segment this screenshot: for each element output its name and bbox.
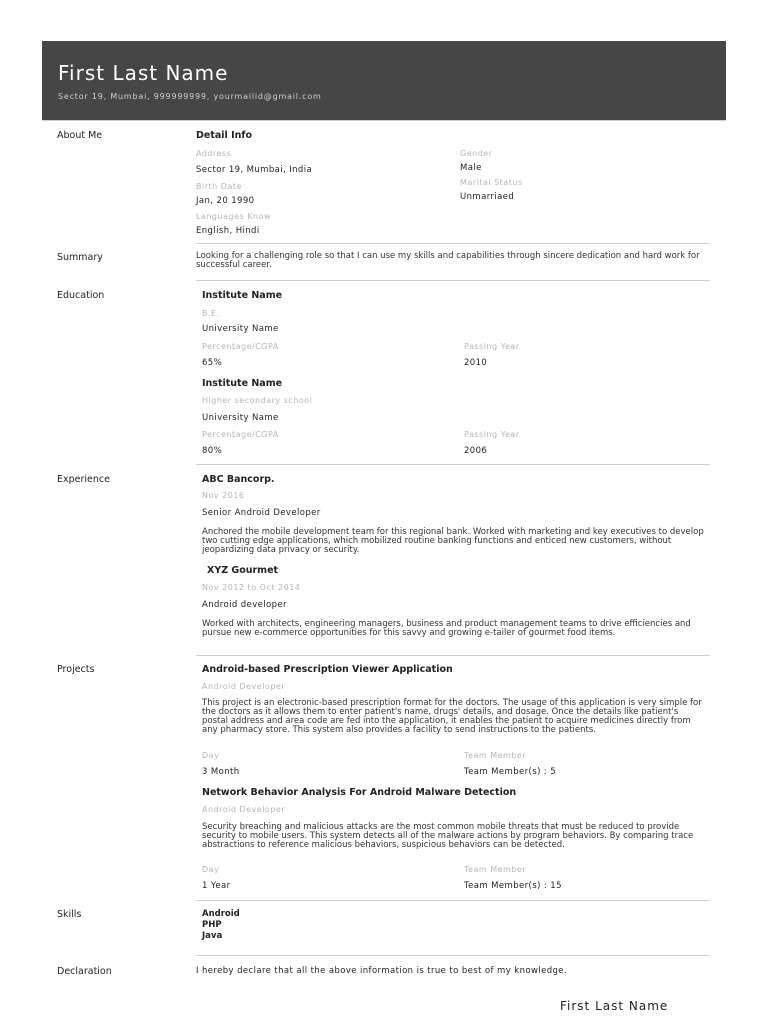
job-role: Android developer xyxy=(202,600,287,610)
marital-status-label: Marital Status xyxy=(460,178,523,187)
passing-year-label: Passing Year xyxy=(464,430,520,439)
percentage-label: Percentage/CGPA xyxy=(202,430,279,439)
skill-item: PHP xyxy=(202,920,222,930)
section-title-about: About Me xyxy=(57,130,103,141)
company-name: ABC Bancorp. xyxy=(202,474,275,485)
skill-item: Java xyxy=(202,931,223,941)
section-title-skills: Skills xyxy=(57,909,82,920)
section-title-projects: Projects xyxy=(57,664,95,675)
day-value: 1 Year xyxy=(202,881,231,891)
project-title: Network Behavior Analysis For Android Malware Detection xyxy=(202,787,517,798)
candidate-name: First Last Name xyxy=(58,61,229,85)
project-description: This project is an electronic-based prescription format for the doctors. The usage of this application is very simple for the doctors as it allows them to enter patient's name, drugs' details, and dosage. Once the details like patient's postal address and area code are fed into the application, it enables the patient to acquire medicines directly from any pharmacy store. This system also provides a facility to send instructions to the patients. xyxy=(202,698,702,735)
passing-year-value: 2010 xyxy=(464,358,488,368)
percentage-label: Percentage/CGPA xyxy=(202,342,279,351)
address-label: Address xyxy=(196,149,232,158)
team-member-value: Team Member(s) : 5 xyxy=(464,767,557,777)
job-dates: Nov 2016 xyxy=(202,491,245,500)
day-label: Day xyxy=(202,751,220,760)
passing-year-value: 2006 xyxy=(464,446,488,456)
job-description: Worked with architects, engineering managers, business and product management teams to drive efficiencies and pursue new e-commerce opportunities for this savvy and growing e-tailer of gourmet food items. xyxy=(202,619,691,638)
passing-year-label: Passing Year xyxy=(464,342,520,351)
team-member-label: Team Member xyxy=(464,865,527,874)
birth-date-value: Jan, 20 1990 xyxy=(196,196,255,206)
degree: B.E. xyxy=(202,309,220,318)
institute-name: Institute Name xyxy=(202,378,283,389)
company-name: XYZ Gourmet xyxy=(207,565,279,576)
skill-item: Android xyxy=(202,909,240,919)
job-description: Anchored the mobile development team for this regional bank. Worked with marketing and key executives to develop two cutting edge applications, which mobilized routine banking functions and enticed new customers, without jeopardizing data privacy or security. xyxy=(202,527,704,555)
skills-divider xyxy=(196,955,710,956)
university-name: University Name xyxy=(202,324,279,334)
summary-divider xyxy=(196,280,710,281)
projects-divider xyxy=(196,900,710,901)
address-value: Sector 19, Mumbai, India xyxy=(196,165,313,175)
project-role: Android Developer xyxy=(202,805,286,814)
section-title-declaration: Declaration xyxy=(57,966,112,977)
section-title-summary: Summary xyxy=(57,252,103,263)
job-role: Senior Android Developer xyxy=(202,508,321,518)
section-title-education: Education xyxy=(57,290,105,301)
project-title: Android-based Prescription Viewer Application xyxy=(202,664,453,675)
percentage-value: 65% xyxy=(202,358,223,368)
summary-text: Looking for a challenging role so that I can use my skills and capabilities through sincere dedication and hard work for successful career. xyxy=(196,251,700,270)
experience-divider xyxy=(196,655,710,656)
education-divider xyxy=(196,464,710,465)
birth-date-label: Birth Date xyxy=(196,182,242,191)
percentage-value: 80% xyxy=(202,446,223,456)
detail-info-heading: Detail Info xyxy=(196,130,253,141)
project-role: Android Developer xyxy=(202,682,286,691)
job-dates: Nov 2012 to Oct 2014 xyxy=(202,583,301,592)
day-label: Day xyxy=(202,865,220,874)
resume-header xyxy=(42,41,726,120)
team-member-label: Team Member xyxy=(464,751,527,760)
team-member-value: Team Member(s) : 15 xyxy=(464,881,562,891)
university-name: University Name xyxy=(202,413,279,423)
about-divider xyxy=(196,243,710,244)
languages-label: Languages Know xyxy=(196,212,271,221)
day-value: 3 Month xyxy=(202,767,240,777)
degree: Higher secondary school xyxy=(202,396,313,405)
gender-value: Male xyxy=(460,163,482,173)
declaration-text: I hereby declare that all the above information is true to best of my knowledge. xyxy=(196,966,568,976)
marital-status-value: Unmarriaed xyxy=(460,192,515,202)
languages-value: English, Hindi xyxy=(196,226,260,236)
gender-label: Gender xyxy=(460,149,493,158)
section-title-experience: Experience xyxy=(57,474,110,485)
header-divider xyxy=(42,120,726,121)
signature-name: First Last Name xyxy=(560,999,669,1013)
project-description: Security breaching and malicious attacks are the most common mobile threats that must be reduced to provide security to mobile users. This system detects all of the malware actions by program behaviors. By comparing trace abstractions to reference malicious behaviors, suspicious behaviors can be detected. xyxy=(202,822,694,850)
institute-name: Institute Name xyxy=(202,290,283,301)
contact-line: Sector 19, Mumbai, 999999999, yourmailid@gmail.com xyxy=(58,92,322,101)
